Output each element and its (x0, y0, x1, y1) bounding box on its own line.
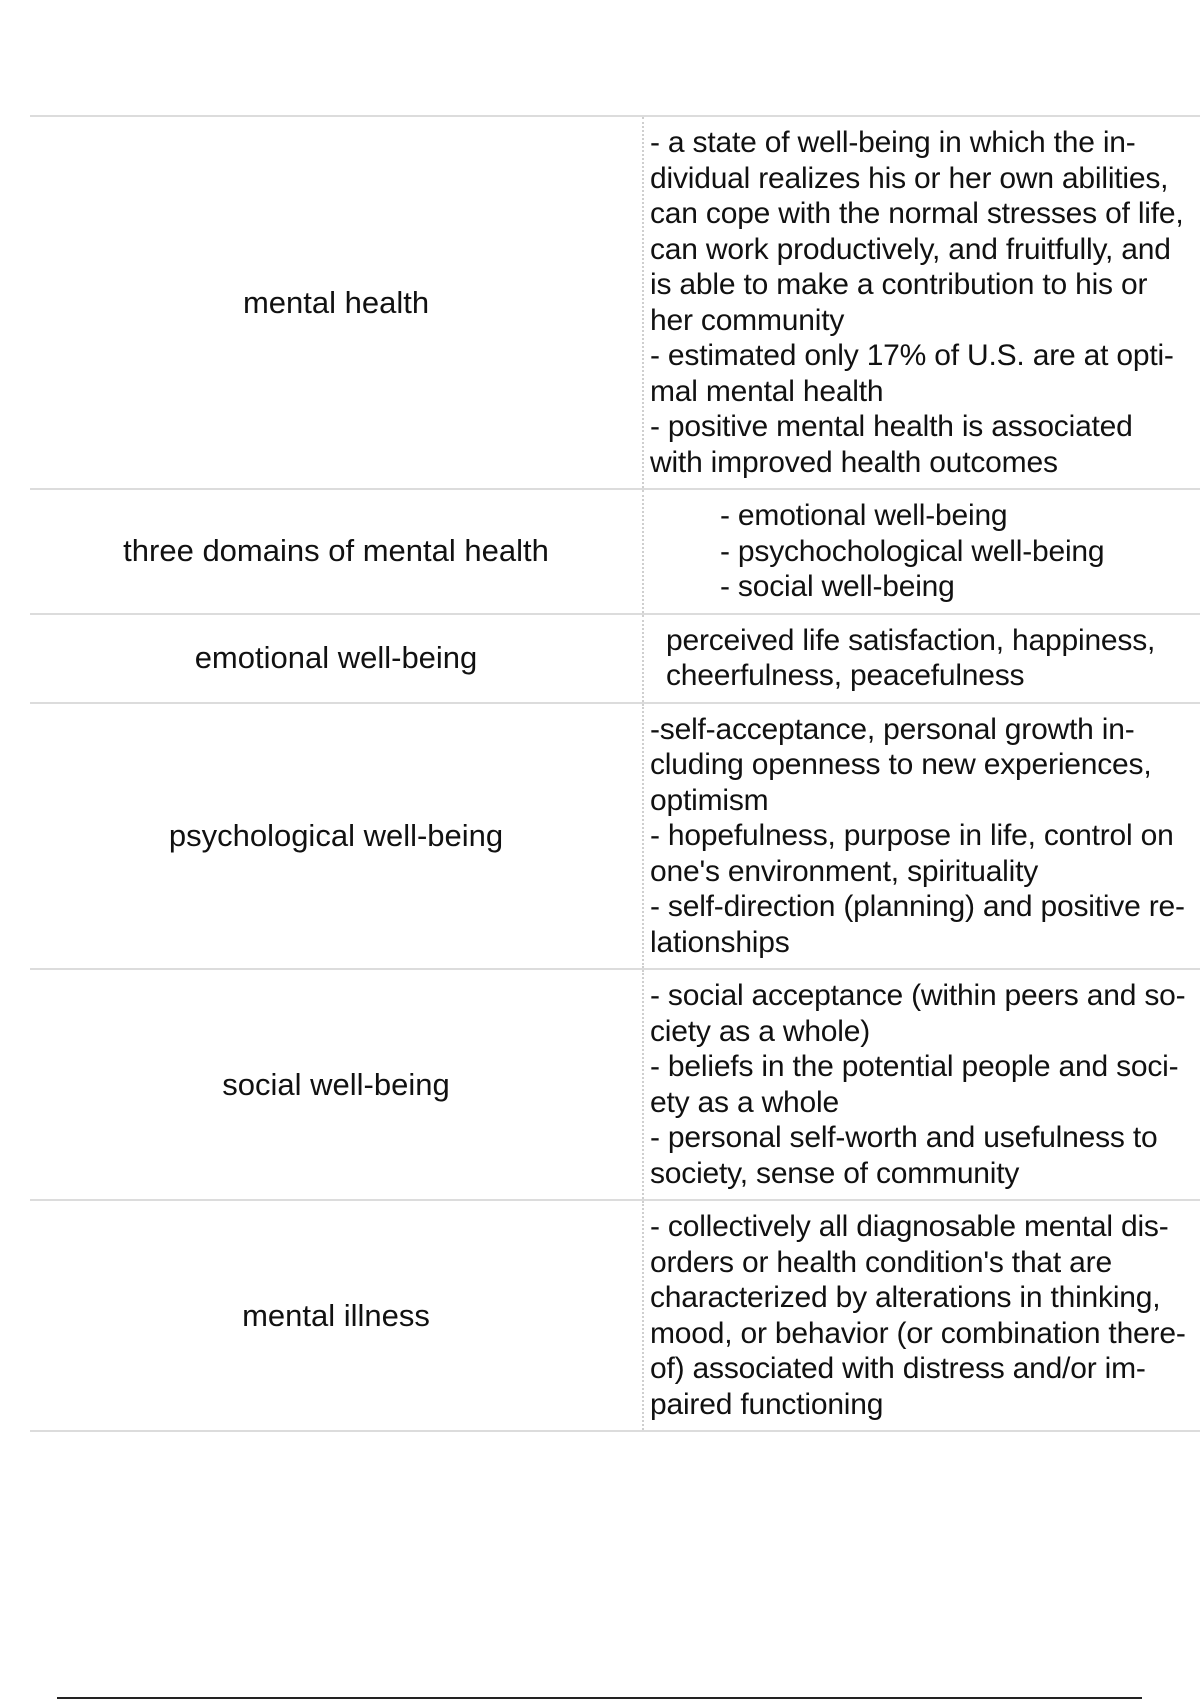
definition-line: -self-acceptance, personal growth in- (650, 712, 1135, 746)
definition-line: - beliefs in the potential people and soci- (650, 1050, 1179, 1083)
definition-cell (642, 490, 1200, 613)
table-row (30, 615, 1200, 704)
definition-line: is able to make a contribution to his or (650, 268, 1148, 301)
definition-line: - estimated only 17% of U.S. are at opti- (650, 339, 1174, 372)
definition-line: one's environment, spirituality (650, 854, 1039, 888)
definition-cell (642, 117, 1200, 488)
term-cell: emotional well-being (194, 640, 478, 675)
term-cell: mental illness (242, 1297, 430, 1333)
table-row (30, 970, 1200, 1201)
definition-line: orders or health condition's that are (650, 1245, 1112, 1279)
definition-cell (642, 970, 1200, 1199)
definition-line: her community (650, 303, 845, 337)
definition-line: - social well-being (720, 570, 955, 603)
definition-line: paired functioning (650, 1387, 884, 1421)
definition-line: perceived life satisfaction, happiness, (666, 623, 1156, 657)
definition-cell (642, 615, 1200, 702)
definition-line: with improved health outcomes (650, 445, 1058, 479)
definition-line: - collectively all diagnosable mental dis- (650, 1210, 1169, 1243)
flashcard-table (30, 115, 1200, 1432)
definition-line: - social acceptance (within peers and so- (650, 979, 1186, 1012)
definition-line: society, sense of community (650, 1156, 1020, 1190)
page-bottom-rule (57, 1697, 1142, 1699)
definition-line: - hopefulness, purpose in life, control on (650, 819, 1174, 852)
definition-line: can cope with the normal stresses of life, (650, 197, 1184, 230)
table-row (30, 490, 1200, 615)
term-cell: mental health (242, 284, 430, 320)
definition-line: lationships (650, 925, 790, 959)
definition-line: - a state of well-being in which the in- (650, 126, 1136, 159)
definition-line: mal mental health (650, 374, 884, 408)
term-cell: three domains of mental health (123, 533, 549, 569)
table-row (30, 117, 1200, 490)
table-row (30, 1201, 1200, 1432)
definition-line: cluding openness to new experiences, (650, 748, 1152, 781)
definition-line: mood, or behavior (or combination there- (650, 1316, 1186, 1350)
definition-line: can work productively, and fruitfully, and (650, 232, 1171, 266)
definition-cell (642, 1201, 1200, 1430)
definition-cell (642, 704, 1200, 969)
definition-line: - psychochological well-being (720, 534, 1105, 568)
definition-line: of) associated with distress and/or im- (650, 1352, 1146, 1385)
term-cell: psychological well-being (168, 817, 504, 853)
definition-line: cheerfulness, peacefulness (666, 659, 1025, 692)
definition-line: - positive mental health is associated (650, 410, 1133, 443)
term-cell: social well-being (222, 1066, 450, 1102)
definition-line: ciety as a whole) (650, 1014, 871, 1048)
definition-line: optimism (650, 783, 769, 817)
definition-line: - personal self-worth and usefulness to (650, 1121, 1158, 1154)
table-row (30, 704, 1200, 971)
definition-line: - self-direction (planning) and positive re- (650, 890, 1185, 923)
definition-line: ety as a whole (650, 1085, 839, 1119)
definition-line: - emotional well-being (720, 499, 1008, 532)
definition-line: characterized by alterations in thinking, (650, 1281, 1161, 1314)
definition-line: dividual realizes his or her own abilities, (650, 161, 1169, 195)
